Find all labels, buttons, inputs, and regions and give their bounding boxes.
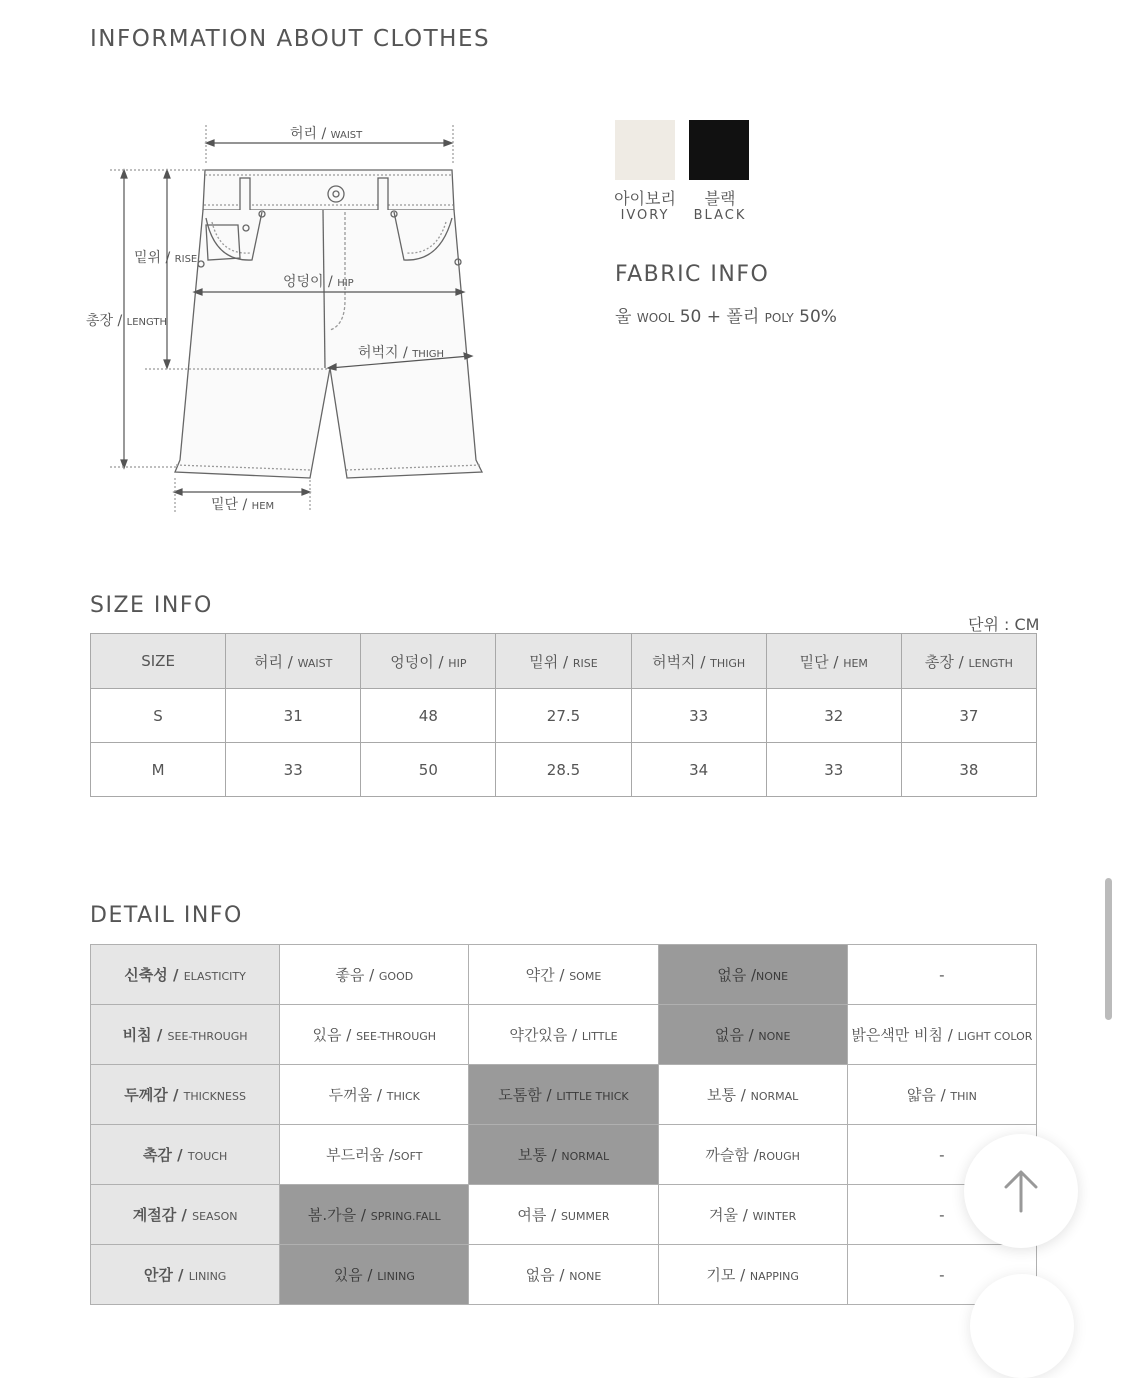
detail-option-cell: 두꺼움 / THICK <box>280 1065 469 1125</box>
size-info-title: SIZE INFO <box>90 593 213 618</box>
rise-label: 밑위 / RISE <box>134 250 198 266</box>
detail-option-cell: 없음 / NONE <box>658 1005 847 1065</box>
detail-row <box>91 945 1037 1005</box>
detail-row <box>91 1065 1037 1125</box>
detail-option-cell: 까슬함 /ROUGH <box>658 1125 847 1185</box>
detail-option-cell: 있음 / LINING <box>280 1245 469 1305</box>
detail-option-cell: - <box>847 1245 1036 1305</box>
table-row <box>91 689 1037 743</box>
detail-table <box>90 944 1037 1305</box>
detail-row <box>91 1185 1037 1245</box>
detail-option-cell: 겨울 / WINTER <box>658 1185 847 1245</box>
rise-header: 밑위 / RISE <box>496 634 631 689</box>
thigh-header: 허벅지 / THIGH <box>631 634 766 689</box>
detail-option-cell: 있음 / SEE-THROUGH <box>280 1005 469 1065</box>
detail-option-cell: 도톰함 / LITTLE THICK <box>469 1065 658 1125</box>
waist-cell: 31 <box>226 689 361 743</box>
hem-header: 밑단 / HEM <box>766 634 901 689</box>
detail-option-cell: 부드러움 /SOFT <box>280 1125 469 1185</box>
shorts-diagram <box>80 110 500 530</box>
arrow-up-icon <box>1002 1169 1040 1213</box>
hip-header: 엉덩이 / HIP <box>361 634 496 689</box>
detail-option-cell: 약간 / SOME <box>469 945 658 1005</box>
detail-option-cell: 없음 /NONE <box>658 945 847 1005</box>
detail-option-cell: 좋음 / GOOD <box>280 945 469 1005</box>
size-header: SIZE <box>91 634 226 689</box>
thigh-cell: 34 <box>631 743 766 797</box>
detail-option-cell: 약간있음 / LITTLE <box>469 1005 658 1065</box>
length-header: 총장 / LENGTH <box>901 634 1036 689</box>
rise-cell: 27.5 <box>496 689 631 743</box>
ivory-label-kr: 아이보리 <box>614 189 676 208</box>
size-header-row <box>91 634 1037 689</box>
waist-label: 허리 / WAIST <box>290 126 363 142</box>
detail-option-cell: 밝은색만 비침 / LIGHT COLOR <box>847 1005 1036 1065</box>
detail-row <box>91 1125 1037 1185</box>
detail-option-cell: 얇음 / THIN <box>847 1065 1036 1125</box>
detail-row-label: 안감 / LINING <box>91 1245 280 1305</box>
black-label-kr: 블랙 <box>704 189 736 208</box>
hem-cell: 33 <box>766 743 901 797</box>
black-swatch <box>689 120 749 180</box>
size-cell: S <box>91 689 226 743</box>
detail-option-cell: 여름 / SUMMER <box>469 1185 658 1245</box>
detail-option-cell: 보통 / NORMAL <box>469 1125 658 1185</box>
size-cell: M <box>91 743 226 797</box>
rise-cell: 28.5 <box>496 743 631 797</box>
detail-option-cell: - <box>847 1125 1036 1185</box>
detail-row-label: 비침 / SEE-THROUGH <box>91 1005 280 1065</box>
unit-label: 단위 : CM <box>968 615 1040 634</box>
detail-option-cell: 보통 / NORMAL <box>658 1065 847 1125</box>
hip-cell: 48 <box>361 689 496 743</box>
fabric-title: FABRIC INFO <box>615 262 770 287</box>
detail-row-label: 신축성 / ELASTICITY <box>91 945 280 1005</box>
table-row <box>91 743 1037 797</box>
detail-option-cell: - <box>847 945 1036 1005</box>
fabric-composition: 울 WOOL 50 + 폴리 POLY 50% <box>615 307 837 327</box>
length-cell: 38 <box>901 743 1036 797</box>
hip-cell: 50 <box>361 743 496 797</box>
ivory-swatch <box>615 120 675 180</box>
hip-label: 엉덩이 / HIP <box>283 274 354 290</box>
hem-cell: 32 <box>766 689 901 743</box>
length-label: 총장 / LENGTH <box>86 313 168 329</box>
detail-row-label: 두께감 / THICKNESS <box>91 1065 280 1125</box>
ivory-label-en: IVORY <box>620 208 670 223</box>
size-table <box>90 633 1037 797</box>
waist-cell: 33 <box>226 743 361 797</box>
scroll-top-button[interactable] <box>964 1134 1078 1248</box>
waist-header: 허리 / WAIST <box>226 634 361 689</box>
detail-row <box>91 1005 1037 1065</box>
scrollbar[interactable] <box>1105 878 1112 1020</box>
floating-button[interactable] <box>970 1274 1074 1378</box>
black-label-en: BLACK <box>693 208 747 223</box>
hem-label: 밑단 / HEM <box>211 497 275 513</box>
detail-option-cell: 봄.가을 / SPRING.FALL <box>280 1185 469 1245</box>
detail-option-cell: 기모 / NAPPING <box>658 1245 847 1305</box>
detail-option-cell: - <box>847 1185 1036 1245</box>
detail-info-title: DETAIL INFO <box>90 903 243 928</box>
thigh-label: 허벅지 / THIGH <box>358 345 445 361</box>
length-cell: 37 <box>901 689 1036 743</box>
detail-row-label: 촉감 / TOUCH <box>91 1125 280 1185</box>
thigh-cell: 33 <box>631 689 766 743</box>
detail-option-cell: 없음 / NONE <box>469 1245 658 1305</box>
detail-row-label: 계절감 / SEASON <box>91 1185 280 1245</box>
clothes-info-title: INFORMATION ABOUT CLOTHES <box>90 26 491 52</box>
